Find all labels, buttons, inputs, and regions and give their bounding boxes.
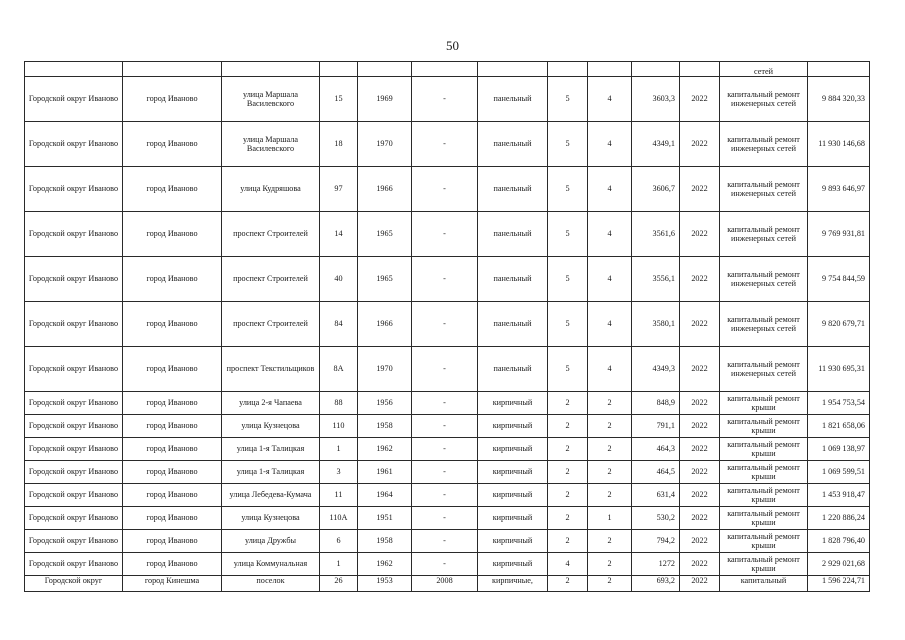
floors-cell: 2 <box>548 415 588 438</box>
cost-cell: 1 828 796,40 <box>808 530 870 553</box>
work-type-cell: капитальный ремонт крыши <box>720 461 808 484</box>
table-row <box>25 347 870 392</box>
entrances-cell: 2 <box>588 484 632 507</box>
entrances-cell: 2 <box>588 415 632 438</box>
settlement-cell: город Иваново <box>123 302 222 347</box>
floors-cell: 2 <box>548 392 588 415</box>
street-cell: улица Кузнецова <box>222 415 320 438</box>
build-year-cell: 1951 <box>358 507 412 530</box>
build-year-cell: 1964 <box>358 484 412 507</box>
work-type-cell: капитальный ремонт крыши <box>720 438 808 461</box>
cost-cell: 11 930 695,31 <box>808 347 870 392</box>
municipality-cell: Городской округ Иваново <box>25 392 123 415</box>
settlement-cell: город Иваново <box>123 530 222 553</box>
area-cell: 693,2 <box>632 576 680 592</box>
municipality-cell: Городской округ Иваново <box>25 553 123 576</box>
settlement-cell: город Иваново <box>123 347 222 392</box>
house-number-cell: 6 <box>320 530 358 553</box>
house-number-cell: 110 <box>320 415 358 438</box>
wall-material-cell: кирпичный <box>478 553 548 576</box>
table-row <box>25 415 870 438</box>
work-type-cell: капитальный <box>720 576 808 592</box>
repair-year-cell: 2022 <box>680 212 720 257</box>
entrances-cell: 4 <box>588 77 632 122</box>
repair-year-cell: 2022 <box>680 122 720 167</box>
area-cell: 3561,6 <box>632 212 680 257</box>
cost-cell: 9 820 679,71 <box>808 302 870 347</box>
entrances-cell: 4 <box>588 167 632 212</box>
entrances-cell: 2 <box>588 530 632 553</box>
work-type-cell: капитальный ремонт крыши <box>720 507 808 530</box>
house-number-cell: 18 <box>320 122 358 167</box>
wall-material-cell: панельный <box>478 302 548 347</box>
table-row <box>25 461 870 484</box>
wall-material-cell: панельный <box>478 212 548 257</box>
repair-year-cell: 2022 <box>680 302 720 347</box>
area-cell: 4349,3 <box>632 347 680 392</box>
repair-year-cell: 2022 <box>680 507 720 530</box>
entrances-cell <box>588 62 632 77</box>
area-cell: 464,5 <box>632 461 680 484</box>
repair-year-cell: 2022 <box>680 530 720 553</box>
municipality-cell: Городской округ Иваново <box>25 122 123 167</box>
house-number-cell: 84 <box>320 302 358 347</box>
repair-year-cell: 2022 <box>680 438 720 461</box>
settlement-cell: город Иваново <box>123 438 222 461</box>
municipality-cell: Городской округ Иваново <box>25 347 123 392</box>
work-type-cell: капитальный ремонт крыши <box>720 530 808 553</box>
area-cell: 464,3 <box>632 438 680 461</box>
build-year-cell: 1966 <box>358 302 412 347</box>
reconstruction-year-cell: - <box>412 167 478 212</box>
cost-cell: 1 069 138,97 <box>808 438 870 461</box>
cost-cell: 1 596 224,71 <box>808 576 870 592</box>
build-year-cell: 1970 <box>358 347 412 392</box>
municipality-cell: Городской округ Иваново <box>25 507 123 530</box>
floors-cell: 2 <box>548 530 588 553</box>
municipality-cell: Городской округ Иваново <box>25 167 123 212</box>
cost-cell: 9 754 844,59 <box>808 257 870 302</box>
settlement-cell: город Иваново <box>123 77 222 122</box>
table-row <box>25 438 870 461</box>
street-cell: улица 2-я Чапаева <box>222 392 320 415</box>
house-number-cell: 26 <box>320 576 358 592</box>
wall-material-cell: панельный <box>478 167 548 212</box>
work-type-cell: капитальный ремонт крыши <box>720 415 808 438</box>
house-number-cell: 14 <box>320 212 358 257</box>
cost-cell: 11 930 146,68 <box>808 122 870 167</box>
floors-cell: 5 <box>548 257 588 302</box>
street-cell: улица Кудряшова <box>222 167 320 212</box>
floors-cell: 5 <box>548 302 588 347</box>
entrances-cell: 2 <box>588 438 632 461</box>
wall-material-cell: панельный <box>478 257 548 302</box>
table-row <box>25 507 870 530</box>
reconstruction-year-cell: - <box>412 347 478 392</box>
work-type-cell: сетей <box>720 62 808 77</box>
settlement-cell <box>123 62 222 77</box>
reconstruction-year-cell: - <box>412 257 478 302</box>
work-type-cell: капитальный ремонт инженерных сетей <box>720 347 808 392</box>
house-number-cell: 110А <box>320 507 358 530</box>
work-type-cell: капитальный ремонт инженерных сетей <box>720 257 808 302</box>
table-row <box>25 553 870 576</box>
settlement-cell: город Иваново <box>123 507 222 530</box>
repair-year-cell: 2022 <box>680 77 720 122</box>
wall-material-cell: кирпичный <box>478 392 548 415</box>
work-type-cell: капитальный ремонт инженерных сетей <box>720 122 808 167</box>
build-year-cell: 1962 <box>358 438 412 461</box>
area-cell: 1272 <box>632 553 680 576</box>
repair-year-cell <box>680 62 720 77</box>
settlement-cell: город Иваново <box>123 257 222 302</box>
wall-material-cell: кирпичные, <box>478 576 548 592</box>
street-cell: проспект Текстильщиков <box>222 347 320 392</box>
table-row <box>25 302 870 347</box>
entrances-cell: 4 <box>588 257 632 302</box>
entrances-cell: 4 <box>588 212 632 257</box>
floors-cell: 2 <box>548 484 588 507</box>
work-type-cell: капитальный ремонт инженерных сетей <box>720 302 808 347</box>
house-number-cell: 3 <box>320 461 358 484</box>
entrances-cell: 2 <box>588 553 632 576</box>
entrances-cell: 2 <box>588 392 632 415</box>
cost-cell: 9 893 646,97 <box>808 167 870 212</box>
work-type-cell: капитальный ремонт крыши <box>720 392 808 415</box>
wall-material-cell: панельный <box>478 122 548 167</box>
repair-year-cell: 2022 <box>680 461 720 484</box>
reconstruction-year-cell: - <box>412 507 478 530</box>
municipality-cell <box>25 62 123 77</box>
municipality-cell: Городской округ Иваново <box>25 257 123 302</box>
entrances-cell: 4 <box>588 122 632 167</box>
floors-cell: 5 <box>548 347 588 392</box>
municipality-cell: Городской округ Иваново <box>25 415 123 438</box>
floors-cell <box>548 62 588 77</box>
table-row <box>25 392 870 415</box>
street-cell: улица Маршала Василевского <box>222 122 320 167</box>
municipality-cell: Городской округ <box>25 576 123 592</box>
build-year-cell: 1953 <box>358 576 412 592</box>
housing-repair-table <box>24 61 870 592</box>
house-number-cell: 8А <box>320 347 358 392</box>
repair-year-cell: 2022 <box>680 415 720 438</box>
settlement-cell: город Иваново <box>123 415 222 438</box>
cost-cell: 1 453 918,47 <box>808 484 870 507</box>
cost-cell: 9 884 320,33 <box>808 77 870 122</box>
reconstruction-year-cell: - <box>412 302 478 347</box>
settlement-cell: город Иваново <box>123 167 222 212</box>
municipality-cell: Городской округ Иваново <box>25 212 123 257</box>
table-row <box>25 62 870 77</box>
area-cell: 791,1 <box>632 415 680 438</box>
area-cell: 530,2 <box>632 507 680 530</box>
wall-material-cell: кирпичный <box>478 461 548 484</box>
settlement-cell: город Иваново <box>123 212 222 257</box>
reconstruction-year-cell: - <box>412 438 478 461</box>
floors-cell: 2 <box>548 461 588 484</box>
settlement-cell: город Иваново <box>123 461 222 484</box>
table-row <box>25 212 870 257</box>
build-year-cell: 1966 <box>358 167 412 212</box>
area-cell: 631,4 <box>632 484 680 507</box>
settlement-cell: город Иваново <box>123 122 222 167</box>
municipality-cell: Городской округ Иваново <box>25 302 123 347</box>
area-cell: 3580,1 <box>632 302 680 347</box>
street-cell: улица Кузнецова <box>222 507 320 530</box>
cost-cell: 9 769 931,81 <box>808 212 870 257</box>
entrances-cell: 4 <box>588 302 632 347</box>
reconstruction-year-cell: 2008 <box>412 576 478 592</box>
floors-cell: 2 <box>548 576 588 592</box>
repair-year-cell: 2022 <box>680 392 720 415</box>
street-cell: улица 1-я Талицкая <box>222 438 320 461</box>
floors-cell: 4 <box>548 553 588 576</box>
work-type-cell: капитальный ремонт инженерных сетей <box>720 77 808 122</box>
reconstruction-year-cell: - <box>412 212 478 257</box>
area-cell: 3603,3 <box>632 77 680 122</box>
area-cell: 848,9 <box>632 392 680 415</box>
entrances-cell: 2 <box>588 461 632 484</box>
reconstruction-year-cell: - <box>412 415 478 438</box>
municipality-cell: Городской округ Иваново <box>25 530 123 553</box>
street-cell: улица Дружбы <box>222 530 320 553</box>
page-number: 50 <box>446 38 459 53</box>
house-number-cell: 1 <box>320 553 358 576</box>
settlement-cell: город Кинешма <box>123 576 222 592</box>
municipality-cell: Городской округ Иваново <box>25 77 123 122</box>
table-row <box>25 530 870 553</box>
floors-cell: 5 <box>548 122 588 167</box>
area-cell: 3556,1 <box>632 257 680 302</box>
reconstruction-year-cell: - <box>412 392 478 415</box>
house-number-cell <box>320 62 358 77</box>
floors-cell: 5 <box>548 212 588 257</box>
repair-year-cell: 2022 <box>680 484 720 507</box>
cost-cell <box>808 62 870 77</box>
municipality-cell: Городской округ Иваново <box>25 461 123 484</box>
area-cell: 3606,7 <box>632 167 680 212</box>
build-year-cell: 1956 <box>358 392 412 415</box>
build-year-cell: 1969 <box>358 77 412 122</box>
area-cell <box>632 62 680 77</box>
work-type-cell: капитальный ремонт инженерных сетей <box>720 212 808 257</box>
build-year-cell: 1958 <box>358 415 412 438</box>
street-cell: улица Коммунальная <box>222 553 320 576</box>
reconstruction-year-cell: - <box>412 461 478 484</box>
street-cell: поселок <box>222 576 320 592</box>
table-row <box>25 484 870 507</box>
wall-material-cell: кирпичный <box>478 415 548 438</box>
cost-cell: 1 821 658,06 <box>808 415 870 438</box>
repair-year-cell: 2022 <box>680 553 720 576</box>
reconstruction-year-cell <box>412 62 478 77</box>
build-year-cell: 1970 <box>358 122 412 167</box>
reconstruction-year-cell: - <box>412 553 478 576</box>
wall-material-cell: панельный <box>478 77 548 122</box>
area-cell: 794,2 <box>632 530 680 553</box>
municipality-cell: Городской округ Иваново <box>25 484 123 507</box>
house-number-cell: 1 <box>320 438 358 461</box>
cost-cell: 1 954 753,54 <box>808 392 870 415</box>
house-number-cell: 40 <box>320 257 358 302</box>
build-year-cell: 1962 <box>358 553 412 576</box>
cost-cell: 1 069 599,51 <box>808 461 870 484</box>
entrances-cell: 2 <box>588 576 632 592</box>
floors-cell: 5 <box>548 77 588 122</box>
table-row <box>25 167 870 212</box>
table-row <box>25 257 870 302</box>
street-cell: улица Маршала Василевского <box>222 77 320 122</box>
work-type-cell: капитальный ремонт инженерных сетей <box>720 167 808 212</box>
reconstruction-year-cell: - <box>412 122 478 167</box>
build-year-cell: 1965 <box>358 257 412 302</box>
cost-cell: 1 220 886,24 <box>808 507 870 530</box>
build-year-cell: 1958 <box>358 530 412 553</box>
floors-cell: 2 <box>548 438 588 461</box>
reconstruction-year-cell: - <box>412 530 478 553</box>
table-row <box>25 576 870 592</box>
reconstruction-year-cell: - <box>412 77 478 122</box>
street-cell: проспект Строителей <box>222 212 320 257</box>
settlement-cell: город Иваново <box>123 553 222 576</box>
table-row <box>25 77 870 122</box>
house-number-cell: 88 <box>320 392 358 415</box>
repair-year-cell: 2022 <box>680 576 720 592</box>
entrances-cell: 4 <box>588 347 632 392</box>
wall-material-cell <box>478 62 548 77</box>
wall-material-cell: кирпичный <box>478 484 548 507</box>
floors-cell: 2 <box>548 507 588 530</box>
house-number-cell: 11 <box>320 484 358 507</box>
repair-year-cell: 2022 <box>680 167 720 212</box>
repair-year-cell: 2022 <box>680 347 720 392</box>
entrances-cell: 1 <box>588 507 632 530</box>
house-number-cell: 15 <box>320 77 358 122</box>
wall-material-cell: кирпичный <box>478 530 548 553</box>
street-cell: улица 1-я Талицкая <box>222 461 320 484</box>
wall-material-cell: кирпичный <box>478 438 548 461</box>
table-row <box>25 122 870 167</box>
floors-cell: 5 <box>548 167 588 212</box>
repair-year-cell: 2022 <box>680 257 720 302</box>
settlement-cell: город Иваново <box>123 392 222 415</box>
wall-material-cell: кирпичный <box>478 507 548 530</box>
street-cell: улица Лебедева-Кумача <box>222 484 320 507</box>
street-cell <box>222 62 320 77</box>
build-year-cell: 1965 <box>358 212 412 257</box>
build-year-cell: 1961 <box>358 461 412 484</box>
area-cell: 4349,1 <box>632 122 680 167</box>
municipality-cell: Городской округ Иваново <box>25 438 123 461</box>
settlement-cell: город Иваново <box>123 484 222 507</box>
build-year-cell <box>358 62 412 77</box>
reconstruction-year-cell: - <box>412 484 478 507</box>
wall-material-cell: панельный <box>478 347 548 392</box>
house-number-cell: 97 <box>320 167 358 212</box>
street-cell: проспект Строителей <box>222 302 320 347</box>
cost-cell: 2 929 021,68 <box>808 553 870 576</box>
work-type-cell: капитальный ремонт крыши <box>720 484 808 507</box>
work-type-cell: капитальный ремонт крыши <box>720 553 808 576</box>
street-cell: проспект Строителей <box>222 257 320 302</box>
